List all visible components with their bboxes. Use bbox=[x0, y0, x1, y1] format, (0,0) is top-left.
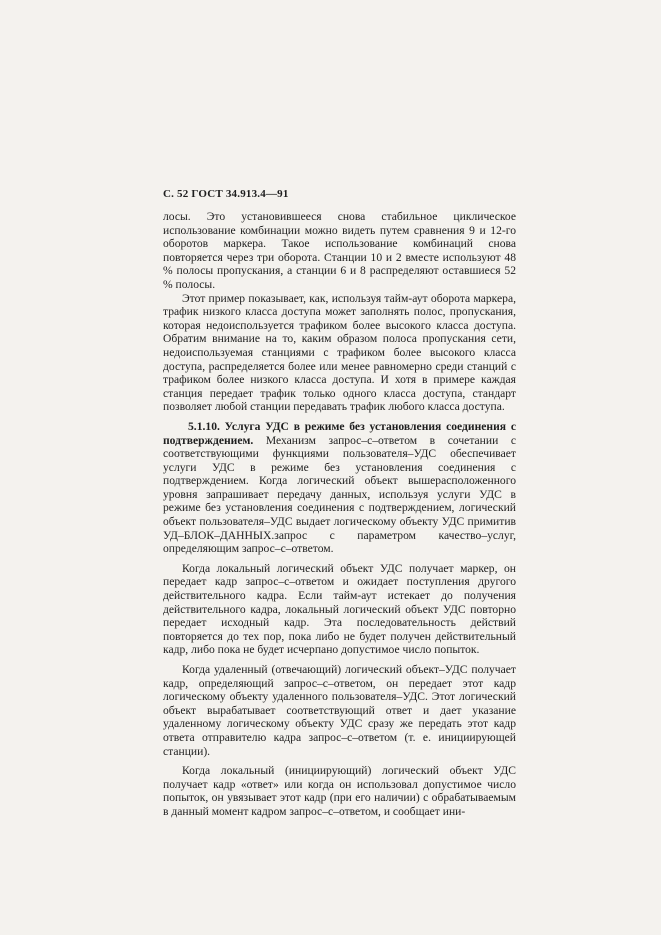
paragraph-example: Этот пример показывает, как, используя тайм-аут оборота маркера, трафик низкого класса доступа может заполнять полос, пропускания, которая недоиспользуется трафиком более высокого класса доступа. Обратим внимание на то, каким образом полоса пропускания сети, недоиспользуемая станциями с трафиком более высокого класса доступа, распределяется более или менее равномерно среди станций с трафиком более низкого класса доступа. И хотя в примере каждая станция передает трафик только одного класса доступа, стандарт позволяет любой станции передавать трафик любого класса доступа. bbox=[163, 291, 516, 414]
paragraph-initiating-object: Когда локальный (инициирующий) логический объект УДС получает кадр «ответ» или когда он использовал допустимое число попыток, он увязывает этот кадр (при его наличии) с обрабатываемым в данный момент кадром запрос–с–ответом, и сообщает ини- bbox=[163, 764, 516, 818]
paragraph-local-object: Когда локальный логический объект УДС получает маркер, он передает кадр запрос–с–ответом и ожидает поступления другого действительного кадра. Если тайм-аут истекает до получения действительного кадра, локальный логический объект УДС повторно передает исходный кадр. Эта последовательность действий повторяется до тех пор, пока либо не будет получен действительный кадр, либо пока не будет исчерпано допустимое число попыток. bbox=[163, 561, 516, 657]
page-header: С. 52 ГОСТ 34.913.4—91 bbox=[163, 188, 289, 200]
section-heading: 5.1.10. Услуга УДС в режиме без установления соединения с подтверждением. bbox=[163, 419, 516, 447]
page-body bbox=[163, 210, 516, 825]
paragraph-continued: лосы. Это установившееся снова стабильное циклическое использование комбинации можно видеть путем сравнения 9 и 12-го оборотов маркера. Такое использование комбинаций снова повторяется через три оборота. Станции 10 и 2 вместе используют 48 % полосы пропускания, а станции 6 и 8 распределяют оставшиеся 52 % полосы. bbox=[163, 210, 516, 291]
paragraph-remote-object: Когда удаленный (отвечающий) логический объект–УДС получает кадр, определяющий запрос–с–ответом, он передает этот кадр логическому объекту удаленного пользователя–УДС. Этот логический объект вырабатывает соответствующий ответ и дает указание удаленному логическому объекту УДС сразу же передать этот кадр ответа отправителю кадра запрос–с–ответом (т. е. инициирующей станции). bbox=[163, 663, 516, 758]
section-text: Механизм запрос–с–ответом в сочетании с соответствующими функциями пользователя–УДС обеспечивает услуги УДС в режиме без установления соединения с подтверждением. Когда логический объект вышерасположенного уровня запрашивает передачу данных, используя услуги УДС в режиме без установления соединения с подтверждением, логический объект пользователя–УДС выдает логическому объекту УДС примитив УД–БЛОК–ДАННЫХ.запрос с параметром качество–услуг, определяющим запрос–с–ответом. bbox=[163, 433, 516, 556]
paragraph-section-5-1-10 bbox=[163, 420, 516, 556]
